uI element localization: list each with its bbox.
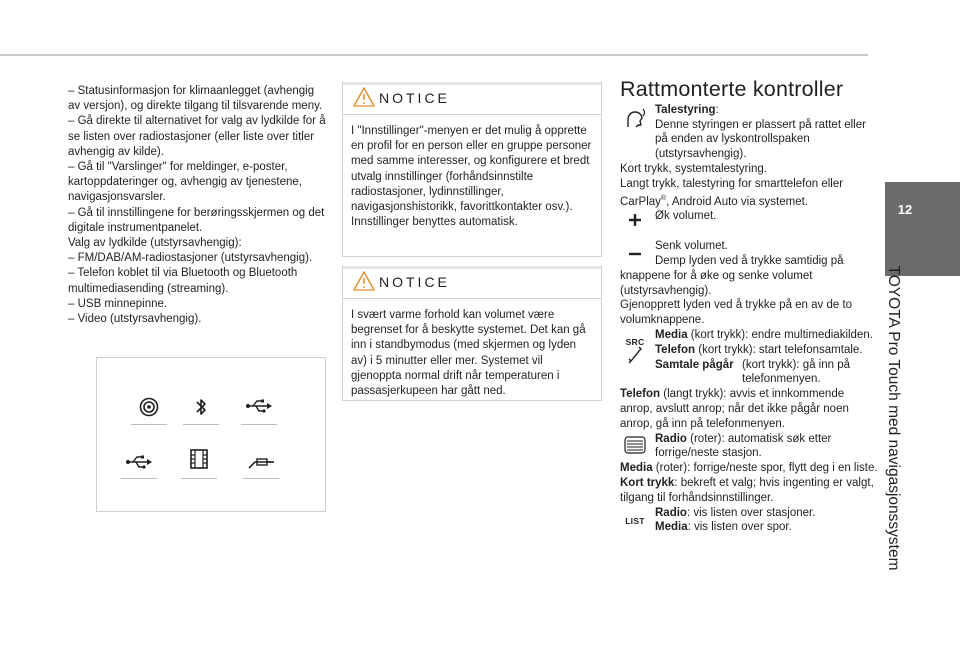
notice-text: I svært varme forhold kan volumet være begrenset for å beskytte systemet. Det kan gå inn i standbymodus (med skjermen og lyden av) i 5 minutter eller mer. Systemet vil gjenoppta normal drift når temperaturen i passasjerkupeen har gått ned. xyxy=(351,309,586,398)
list-item: – Statusinformasjon for klimaanlegget (avhengig av versjon), og direkte tilgang til tilsvarende meny. xyxy=(68,85,323,113)
left-column xyxy=(68,84,326,327)
phone-item: Telefon (kort trykk): start telefonsamtale. Samtale pågår xyxy=(620,343,878,373)
right-column xyxy=(620,77,878,535)
notice-text: I "Innstillinger"-menyen er det mulig å opprette en profil for en person eller en gruppe personer med samme interesser, og konfigurere et bredt utvalg innstillinger (forhåndsinnstilte radiostasjoner, lydinnstillinger, navigasjonshistorikk, favorittkontakter osv.). Innstillinger benyttes automatisk. xyxy=(351,125,592,229)
plus-icon xyxy=(620,213,650,232)
aux-cable-icon xyxy=(243,454,279,470)
list-item: – Video (utstyrsavhengig). xyxy=(68,313,202,326)
list-item: – FM/DAB/AM-radiostasjoner (utstyrsavhengig). xyxy=(68,252,313,265)
list-icon: LIST xyxy=(625,515,645,526)
video-icon xyxy=(181,448,217,470)
list-item: – USB minnepinne. xyxy=(68,297,168,310)
paragraph: Valg av lydkilde (utstyrsavhengig): xyxy=(68,237,242,250)
notice-title: NOTICE xyxy=(379,274,450,290)
paragraph: Telefon (langt trykk): avvis et innkommende anrop, avslutt anrop; når det ikke pågår noen anrop, gå inn på telefonmenyen. xyxy=(620,388,849,430)
list-item: – Gå til innstillingene for berøringsskjermen og det digitale instrumentpanelet. xyxy=(68,206,325,234)
notice-box xyxy=(342,266,602,401)
volume-down-item: Senk volumet. xyxy=(620,239,878,254)
chapter-number: 12 xyxy=(897,202,913,217)
list-item: – Gå til "Varslinger" for meldinger, e-poster, kartoppdateringer og, avhengig av tjenestene, navigasjonsvarsler. xyxy=(68,161,302,204)
phone-icon xyxy=(620,345,650,370)
paragraph: Kort trykk, systemtalestyring. xyxy=(620,162,767,175)
warning-icon xyxy=(352,86,376,108)
src-icon: SRC xyxy=(625,336,645,347)
paragraph: Media (roter): forrige/neste spor, flytt deg i en liste. xyxy=(620,462,878,475)
radio-icon xyxy=(131,396,167,418)
voice-command-icon xyxy=(620,105,650,136)
roller-item: Radio (roter): automatisk søk etter forrige/neste stasjon. xyxy=(620,432,878,462)
paragraph: Gjenopprett lyden ved å trykke på en av de to volumknappene. xyxy=(620,299,853,327)
paragraph: Langt trykk, talestyring for smarttelefon eller CarPlay®, Android Auto via systemet. xyxy=(620,177,844,208)
paragraph: Demp lyden ved å trykke samtidig på knappene for å øke og senke volumet (utstyrsavhengig). xyxy=(620,255,844,297)
list-item: – Gå direkte til alternativet for valg av lydkilde for å se listen over radiostasjoner (eller liste over titler avhengig av kilde). xyxy=(68,115,326,158)
chapter-tab xyxy=(885,182,960,276)
voice-control-item: Talestyring: Denne styringen er plassert på rattet eller på enden av lyskontrollspaken (utstyrsavhengig). xyxy=(620,103,878,162)
notice-title: NOTICE xyxy=(379,90,450,106)
list-button-item: LIST Radio: vis listen over stasjoner. Media: vis listen over spor. xyxy=(620,506,878,536)
header-rule xyxy=(0,54,868,56)
src-item: SRC Media (kort trykk): endre multimediakilden. xyxy=(620,328,878,343)
media-source-panel xyxy=(96,357,326,512)
paragraph: Kort trykk: bekreft et valg; hvis ingenting er valgt, tilgang til forhåndsinnstillinger. xyxy=(620,476,874,504)
minus-icon xyxy=(620,247,650,262)
volume-up-item: Øk volumet. xyxy=(620,209,878,239)
usb-icon xyxy=(121,454,157,470)
thumbwheel-icon xyxy=(620,435,650,460)
usb-icon xyxy=(241,398,277,414)
paragraph: (kort trykk): gå inn på telefonmenyen. xyxy=(742,358,851,386)
list-item: – Telefon koblet til via Bluetooth og Bluetooth multimediasending (streaming). xyxy=(68,267,298,295)
notice-box xyxy=(342,82,602,257)
bluetooth-icon xyxy=(183,396,219,418)
warning-icon xyxy=(352,270,376,292)
section-heading: Rattmonterte kontroller xyxy=(620,77,844,101)
